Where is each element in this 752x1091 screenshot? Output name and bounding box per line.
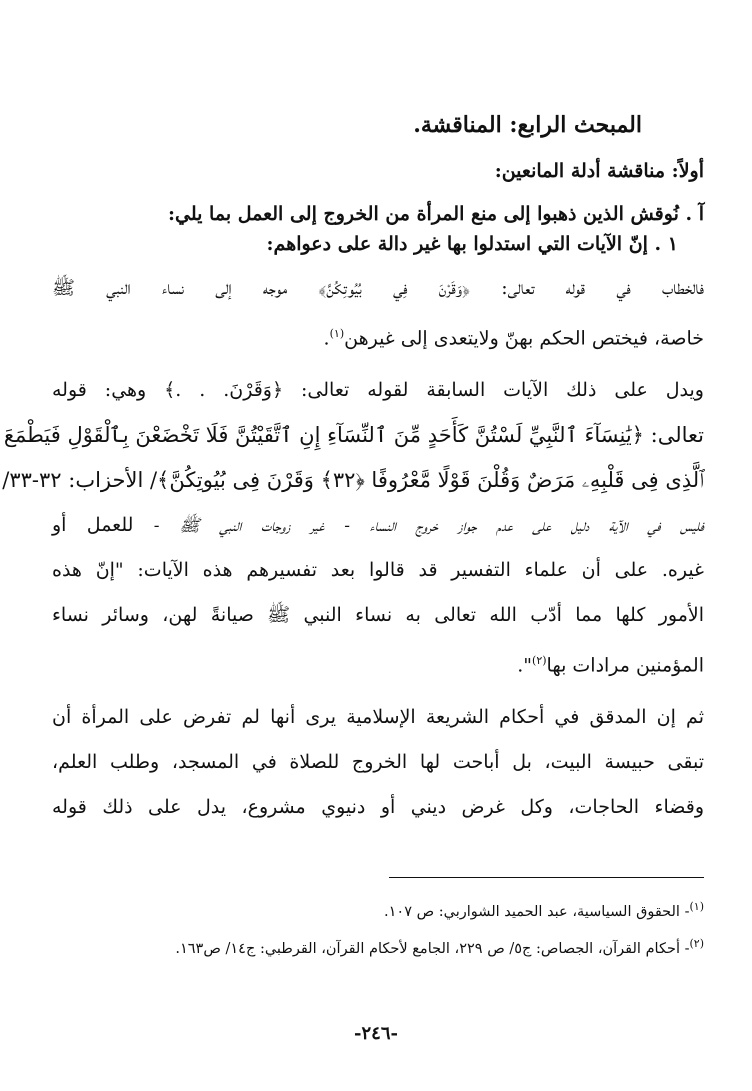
paragraph-2-line-1: ويدل على ذلك الآيات السابقة لقوله تعالى: ﴿وَقَرْنَ. . .﴾ وهي: قوله — [52, 379, 704, 401]
page-number: -٢٤٦- — [354, 1023, 398, 1044]
italic-commentary: فليس في الآية دليل على عدم جواز خروج النساء - غير زوجات النبي ﷺ - — [153, 516, 704, 536]
footnote-1 — [48, 900, 704, 920]
paragraph-1-line-1: فالخطاب في قوله تعالى: ﴿وَقَرْنَ فِي بُيُوتِكُنَّ﴾ موجه إلى نساء النبي ﷺ — [52, 277, 704, 299]
footnote-divider — [389, 877, 704, 878]
footnote-2-text: - أحكام القرآن، الجصاص: ج٥/ ص ٢٢٩، الجامع لأحكام القرآن، القرطبي: ج١٤/ ص١٦٣. — [175, 940, 690, 957]
section-heading: المبحث الرابع: المناقشة. — [413, 112, 642, 138]
quran-verse-line-1: تعالى: ﴿يَٰنِسَآءَ ٱلنَّبِيِّ لَسْتُنَّ كَأَحَدٍ مِّنَ ٱلنِّسَآءِ إِنِ ٱتَّقَيْتُنَّ فَلَا تَخْضَعْنَ بِٱلْقَوْلِ فَيَطْمَعَ — [3, 423, 704, 447]
quran-verse-line-2: ٱلَّذِى فِى قَلْبِهِۦ مَرَضٌ وَقُلْنَ قَوْلًا مَّعْرُوفًا ﴿٣٢﴾ وَقَرْنَ فِى بُيُوتِكُنَّ﴾/ الأحزاب: ٣٢-٣٣/ — [2, 468, 704, 492]
paragraph-2-line-7-end: ". — [517, 654, 533, 677]
paragraph-3-line-2: تبقى حبيسة البيت، بل أباحت لها الخروج للصلاة في المسجد، وطلب العلم، — [52, 751, 704, 773]
paragraph-3-line-1: ثم إن المدقق في أحكام الشريعة الإسلامية يرى أنها لم تفرض على المرأة أن — [52, 706, 704, 728]
footnote-2-number: (٢) — [689, 937, 704, 950]
footnote-ref-2: (٢) — [532, 654, 547, 667]
paragraph-2-line-7 — [52, 638, 704, 683]
point-a: آ . نُوقش الذين ذهبوا إلى منع المرأة من الخروج إلى العمل بما يلي: — [168, 203, 704, 225]
footnote-1-number: (١) — [689, 900, 704, 913]
paragraph-3 — [52, 695, 704, 830]
paragraph-2-line-4-rest: للعمل أو — [52, 514, 134, 536]
paragraph-2-line-5: غيره. على أن علماء التفسير قد قالوا بعد تفسيرهم هذه الآيات: "إنّ هذه — [52, 559, 704, 581]
paragraph-1 — [52, 266, 704, 356]
footnote-2 — [48, 937, 704, 957]
point-1: ١ . إنّ الآيات التي استدلوا بها غير دالة على دعواهم: — [266, 233, 678, 255]
paragraph-1-line-2-end: . — [323, 327, 330, 350]
footnote-ref-1: (١) — [329, 327, 345, 340]
paragraph-2-line-7-text: المؤمنين مرادات بها — [546, 654, 704, 677]
paragraph-2 — [2, 368, 704, 683]
subheading-first: أولاً: مناقشة أدلة المانعين: — [494, 160, 704, 182]
paragraph-2-line-6: الأمور كلها مما أدّب الله تعالى به نساء النبي ﷺ صيانةً لهن، وسائر نساء — [52, 604, 704, 626]
paragraph-3-line-3: وقضاء الحاجات، وكل غرض ديني أو دنيوي مشروع، يدل على ذلك قوله — [52, 796, 704, 818]
paragraph-1-line-2-text: خاصة، فيختص الحكم بهنّ ولايتعدى إلى غيرهن — [344, 327, 704, 350]
paragraph-1-line-2 — [52, 311, 704, 356]
footnote-1-text: - الحقوق السياسية، عبد الحميد الشواربي: ص ١٠٧. — [384, 903, 690, 920]
paragraph-2-line-4 — [52, 503, 704, 548]
